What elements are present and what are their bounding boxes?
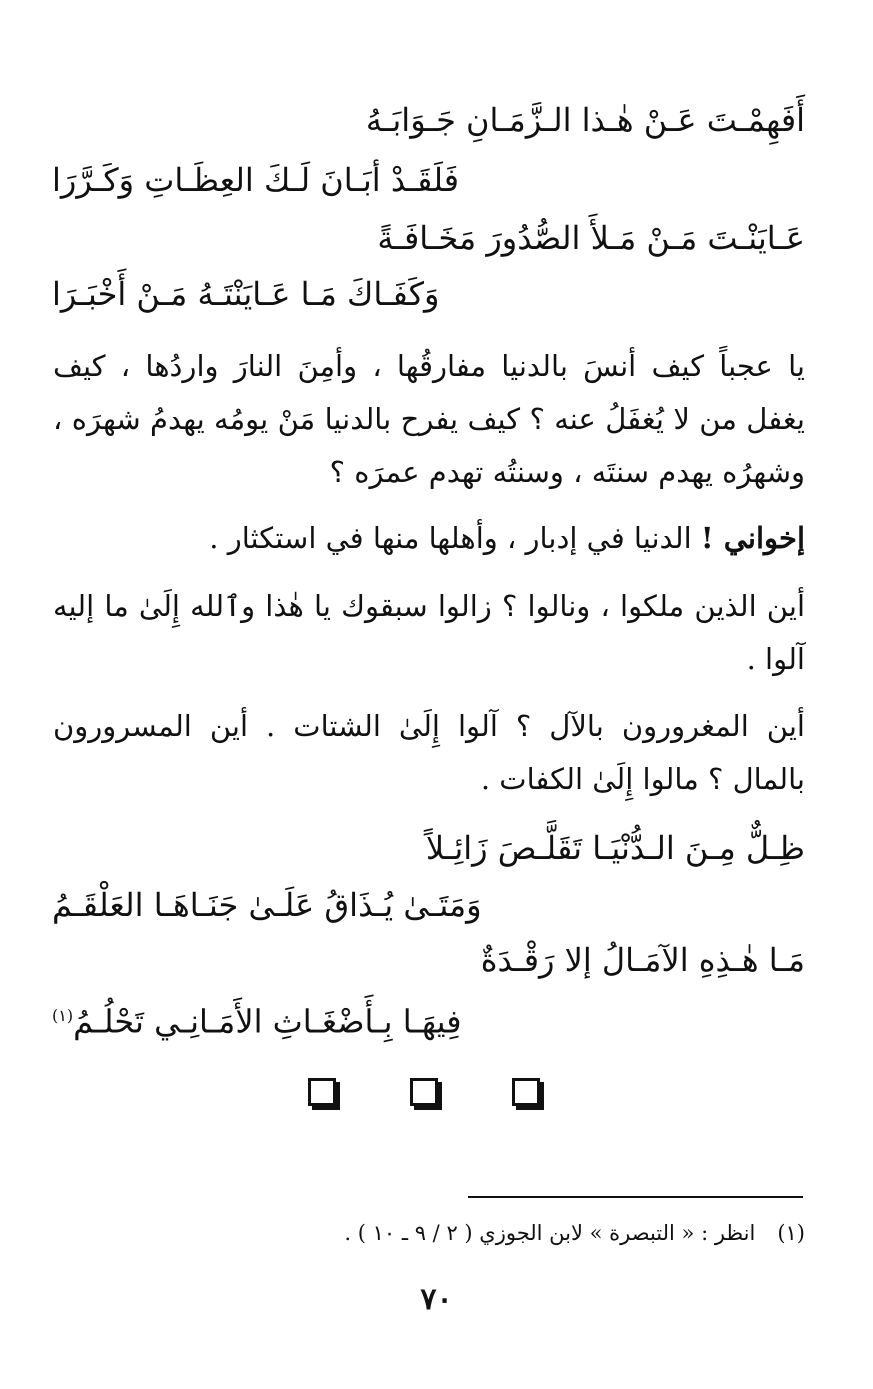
footnote — [344, 1218, 805, 1248]
paragraph-3: أين الذين ملكوا ، ونالوا ؟ زالوا سبقوك يا هٰذا وٱلله إِلَىٰ ما إليه آلوا . — [53, 589, 805, 676]
footnote-number: (١) — [777, 1221, 805, 1245]
square-ornament-icon — [410, 1078, 438, 1106]
poem1-verse-3: عَـايَنْـتَ مَـنْ مَـلأَ الصُّدُورَ مَخَـافَـةً — [377, 219, 805, 257]
poem1-verse-4: وَكَفَـاكَ مَـا عَـايَنْتَـهُ مَـنْ أَخْبَـرَا — [52, 275, 440, 313]
poem1-verse-2: فَلَقَـدْ أبَـانَ لَـكَ العِظَـاتِ وَكَـرَّرَا — [52, 161, 460, 199]
page-number: ٧٠ — [420, 1282, 453, 1317]
poem2-verse-4-text: فِيهَـا بِـأَضْغَـاثِ الأَمَـانِـي تَحْلُـمُ — [73, 1002, 462, 1041]
footnote-marker: (١) — [52, 1006, 74, 1025]
section-divider — [300, 1078, 550, 1114]
poem2-verse-2: وَمَتَـىٰ يُـذَاقُ عَلَـىٰ جَنَـاهَـا العَلْقَـمُ — [52, 886, 482, 924]
paragraph-2-text: الدنيا في إدبار ، وأهلها منها في استكثار . — [209, 521, 701, 555]
square-ornament-icon — [308, 1078, 336, 1106]
paragraph-2 — [53, 512, 805, 565]
poem1-verse-1: أَفَهِمْـتَ عَـنْ هٰـذا الـزَّمَـانِ جَـوَابَـهُ — [365, 101, 805, 139]
paragraph-4: أين المغرورون بالآل ؟ آلوا إِلَىٰ الشتات . أين المسرورون بالمال ؟ مالوا إِلَىٰ الكفات . — [53, 709, 805, 796]
poem2-verse-4 — [52, 996, 462, 1042]
footnote-text: انظر : « التبصرة » لابن الجوزي ( ٢ / ٩ ـ ١٠ ) . — [344, 1221, 756, 1245]
poem2-verse-3: مَـا هٰـذِهِ الآمَـالُ إلا رَقْـدَةٌ — [480, 941, 805, 979]
square-ornament-icon — [512, 1078, 540, 1106]
paragraph-2-lead: إخواني ! — [700, 521, 805, 555]
footnote-rule — [468, 1196, 803, 1198]
paragraph-1: يا عجباً كيف أنسَ بالدنيا مفارقُها ، وأمِنَ النارَ واردُها ، كيف يغفل من لا يُغفَلُ عنه ؟ كيف يفرح بالدنيا مَنْ يومُه يهدمُ شهرَه ، وشهرُه يهدم سنتَه ، وسنتُه تهدم عمرَه ؟ — [53, 349, 805, 489]
poem2-verse-1: ظِـلٌّ مِـنَ الـدُّنْيَـا تَقَلَّـصَ زَائِـلاً — [425, 829, 805, 867]
